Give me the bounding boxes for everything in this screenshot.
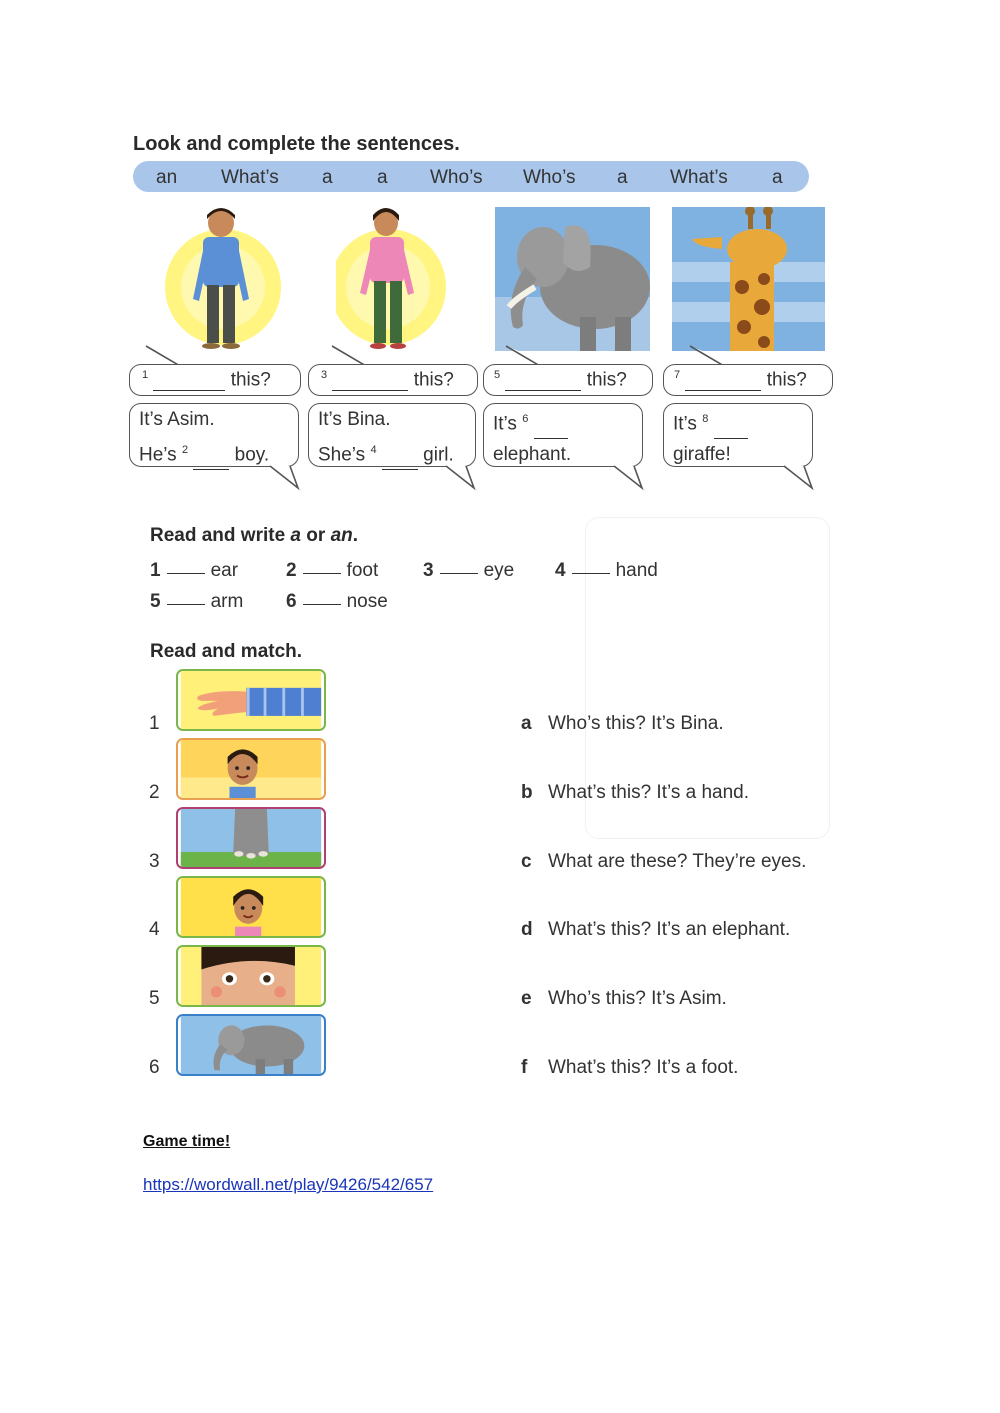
question-text: this? xyxy=(413,369,454,391)
answer-text: She’s xyxy=(318,444,366,466)
wordwall-link[interactable]: https://wordwall.net/play/9426/542/657 xyxy=(143,1175,434,1194)
match-picture-foot[interactable] xyxy=(176,807,326,869)
word-bank-item: What’s xyxy=(221,167,279,188)
blank-line[interactable] xyxy=(303,573,341,574)
blank-line[interactable] xyxy=(167,573,205,574)
blank-line[interactable] xyxy=(303,604,341,605)
game-time-label: Game time! xyxy=(143,1133,231,1150)
giraffe-picture xyxy=(672,207,825,351)
ex2-item-3: 3 eye xyxy=(423,560,515,581)
word-bank-item: a xyxy=(377,167,388,188)
answer-line: giraffe! xyxy=(673,444,731,466)
ex2-item-4: 4 hand xyxy=(555,560,658,581)
word-bank-item: Who’s xyxy=(430,167,483,188)
word-bank xyxy=(133,161,809,192)
question-text: this? xyxy=(766,369,807,391)
question-bubble-3 xyxy=(308,364,478,396)
answer-line: It’s Asim. xyxy=(139,409,215,430)
match-picture-girl[interactable] xyxy=(176,876,326,938)
match-option-a: a Who’s this? It’s Bina. xyxy=(521,713,724,734)
blank-line[interactable] xyxy=(153,374,225,391)
blank-line[interactable] xyxy=(714,420,748,439)
ex2-item-5: 5 arm xyxy=(150,591,244,612)
answer-text: boy. xyxy=(234,444,270,466)
match-option-b: b What’s this? It’s a hand. xyxy=(521,782,750,803)
match-number: 1 xyxy=(149,713,160,734)
word-bank-item: What’s xyxy=(670,167,728,188)
blank-number: 5 xyxy=(494,369,501,381)
answer-bubble-bina xyxy=(308,403,476,467)
question-bubble-7 xyxy=(663,364,833,396)
answer-line: elephant. xyxy=(493,444,572,466)
question-bubble-5 xyxy=(483,364,653,396)
word-bank-item: an xyxy=(156,167,178,188)
answer-text: girl. xyxy=(423,444,454,466)
girl-picture xyxy=(336,207,470,351)
blank-number: 8 xyxy=(702,413,709,425)
question-bubble-1 xyxy=(129,364,301,396)
answer-line: It’s Bina. xyxy=(318,409,391,430)
ex2-item-2: 2 foot xyxy=(286,560,379,581)
match-option-c: c What are these? They’re eyes. xyxy=(521,851,807,872)
section2-title: Read and write a or an. xyxy=(150,525,359,546)
word-bank-item: Who’s xyxy=(523,167,576,188)
ex2-item-1: 1 ear xyxy=(150,560,239,581)
blank-line[interactable] xyxy=(193,451,229,470)
blank-number: 4 xyxy=(370,444,377,456)
match-picture-boy[interactable] xyxy=(176,738,326,800)
match-option-d: d What’s this? It’s an elephant. xyxy=(521,919,791,940)
section3-title: Read and match. xyxy=(150,641,303,662)
match-picture-eyes[interactable] xyxy=(176,945,326,1007)
match-number: 5 xyxy=(149,988,160,1009)
bubble-tail xyxy=(444,464,478,490)
blank-line[interactable] xyxy=(167,604,205,605)
match-option-f: f What’s this? It’s a foot. xyxy=(521,1057,739,1078)
word-bank-item: a xyxy=(322,167,333,188)
match-number: 3 xyxy=(149,851,160,872)
answer-bubble-elephant xyxy=(483,403,643,467)
answer-bubble-asim xyxy=(129,403,299,467)
match-number: 6 xyxy=(149,1057,160,1078)
blank-number: 7 xyxy=(674,369,681,381)
section1-title: Look and complete the sentences. xyxy=(133,133,460,155)
match-number: 2 xyxy=(149,782,160,803)
blank-number: 1 xyxy=(142,369,149,381)
answer-text: It’s xyxy=(673,413,697,435)
bubble-tail xyxy=(612,464,646,490)
match-number: 4 xyxy=(149,919,160,940)
answer-text: It’s xyxy=(493,413,517,435)
blank-line[interactable] xyxy=(685,374,761,391)
bubble-tail xyxy=(268,464,302,490)
boy-picture xyxy=(165,207,299,351)
question-text: this? xyxy=(230,369,271,391)
blank-line[interactable] xyxy=(332,374,408,391)
ex2-item-6: 6 nose xyxy=(286,591,388,612)
bubble-tail xyxy=(782,464,816,490)
answer-text: He’s xyxy=(139,444,177,466)
blank-line[interactable] xyxy=(534,420,568,439)
elephant-picture xyxy=(495,207,650,351)
match-option-e: e Who’s this? It’s Asim. xyxy=(521,988,727,1009)
blank-line[interactable] xyxy=(382,451,418,470)
word-bank-item: a xyxy=(772,167,783,188)
blank-number: 6 xyxy=(522,413,529,425)
match-picture-hand[interactable] xyxy=(176,669,326,731)
match-picture-elephant[interactable] xyxy=(176,1014,326,1076)
blank-number: 3 xyxy=(321,369,328,381)
answer-bubble-giraffe xyxy=(663,403,813,467)
blank-line[interactable] xyxy=(505,374,581,391)
word-bank-item: a xyxy=(617,167,628,188)
question-text: this? xyxy=(586,369,627,391)
blank-number: 2 xyxy=(181,444,189,456)
blank-line[interactable] xyxy=(440,573,478,574)
blank-line[interactable] xyxy=(572,573,610,574)
